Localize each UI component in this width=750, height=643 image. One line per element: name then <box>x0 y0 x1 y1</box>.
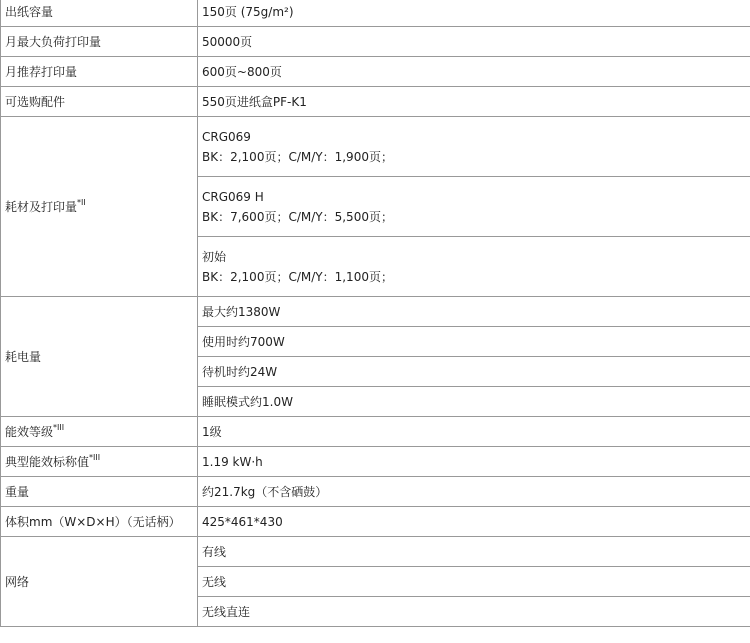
row-value-monthly-max-duty: 50000页 <box>198 27 750 57</box>
table-row <box>1 297 750 327</box>
consumables-label-text: 耗材及打印量 <box>5 199 78 214</box>
row-label-typical-energy <box>1 447 198 477</box>
power-item: 最大约1380W <box>198 297 750 327</box>
row-value-weight: 约21.7kg（不含硒鼓） <box>198 477 750 507</box>
power-item: 使用时约700W <box>198 327 750 357</box>
table-row <box>1 477 750 507</box>
table-row <box>1 87 750 117</box>
consumable-yield: BK：2,100页；C/M/Y：1,100页； <box>202 269 393 284</box>
consumable-name: 初始 <box>202 249 227 264</box>
table-row <box>1 537 750 567</box>
row-value-typical-energy: 1.19 kW·h <box>198 447 750 477</box>
row-label-consumables <box>1 117 198 297</box>
table-row <box>1 27 750 57</box>
row-value-optional-accessories: 550页进纸盒PF-K1 <box>198 87 750 117</box>
row-label-weight: 重量 <box>1 477 198 507</box>
network-item: 无线 <box>198 567 750 597</box>
row-label-network: 网络 <box>1 537 198 627</box>
power-item: 待机时约24W <box>198 357 750 387</box>
consumable-name: CRG069 H <box>202 189 264 204</box>
table-row <box>1 507 750 537</box>
consumable-name: CRG069 <box>202 129 251 144</box>
consumable-yield: BK：2,100页；C/M/Y：1,900页； <box>202 149 393 164</box>
consumable-yield: BK：7,600页；C/M/Y：5,500页； <box>202 209 393 224</box>
row-value-monthly-recommended: 600页~800页 <box>198 57 750 87</box>
footnote-marker: *III <box>89 452 101 462</box>
table-row <box>1 117 750 177</box>
typical-energy-label-text: 典型能效标称值 <box>5 454 90 469</box>
row-value-energy-grade: 1级 <box>198 417 750 447</box>
network-item: 有线 <box>198 537 750 567</box>
footnote-marker: *III <box>53 422 65 432</box>
footnote-marker: *II <box>77 197 86 207</box>
table-row <box>1 0 750 27</box>
power-item: 睡眠模式约1.0W <box>198 387 750 417</box>
row-label-monthly-recommended: 月推荐打印量 <box>1 57 198 87</box>
row-label-energy-grade <box>1 417 198 447</box>
table-row <box>1 417 750 447</box>
consumable-item <box>198 117 750 177</box>
row-value-dimensions: 425*461*430 <box>198 507 750 537</box>
row-label-optional-accessories: 可选购配件 <box>1 87 198 117</box>
consumable-item <box>198 177 750 237</box>
table-row <box>1 447 750 477</box>
row-label-monthly-max-duty: 月最大负荷打印量 <box>1 27 198 57</box>
consumable-item <box>198 237 750 297</box>
energy-grade-label-text: 能效等级 <box>5 424 54 439</box>
table-row <box>1 57 750 87</box>
row-label-power: 耗电量 <box>1 297 198 417</box>
network-item: 无线直连 <box>198 597 750 627</box>
row-label-dimensions: 体积mm（W×D×H）（无话柄） <box>1 507 198 537</box>
row-label-output-capacity: 出纸容量 <box>1 0 198 27</box>
row-value-output-capacity: 150页 (75g/m²) <box>198 0 750 27</box>
